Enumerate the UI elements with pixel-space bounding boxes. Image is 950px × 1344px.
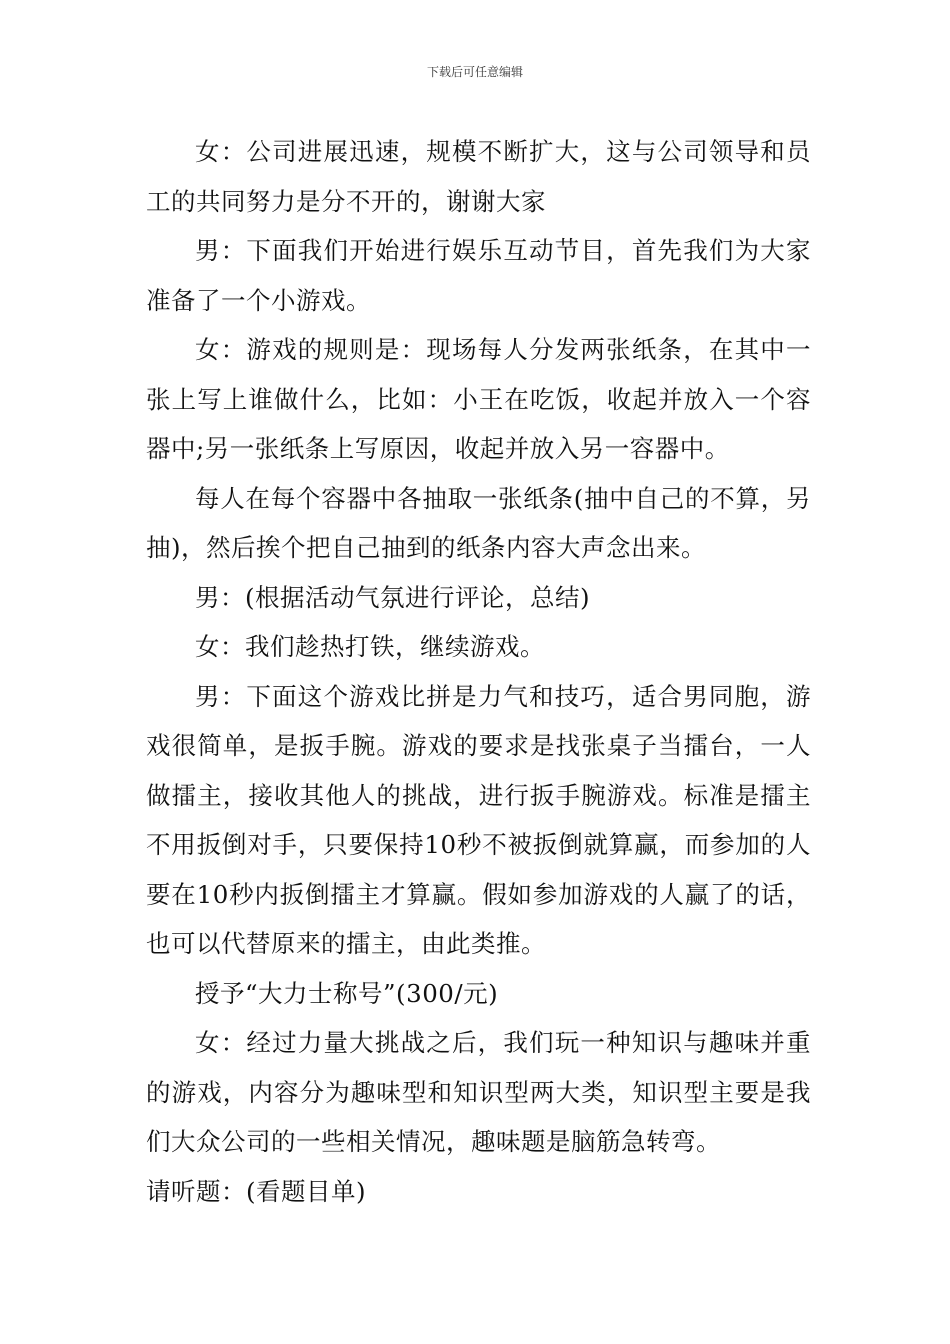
paragraph: 每人在每个容器中各抽取一张纸条(抽中自己的不算，另抽)，然后挨个把自己抽到的纸条内容大声念出来。: [146, 483, 811, 562]
document-body: [146, 127, 811, 1216]
paragraph: 授予“大力士称号”(300/元): [195, 978, 499, 1008]
paragraph: 男：(根据活动气氛进行评论，总结): [195, 582, 591, 612]
paragraph: 男：下面我们开始进行娱乐互动节目，首先我们为大家准备了一个小游戏。: [146, 236, 811, 315]
paragraph: 男：下面这个游戏比拼是力气和技巧，适合男同胞，游戏很简单，是扳手腕。游戏的要求是找张桌子当擂台，一人做擂主，接收其他人的挑战，进行扳手腕游戏。标准是擂主不用扳倒对手，只要保持10秒不被扳倒就算赢，而参加的人要在10秒内扳倒擂主才算赢。假如参加游戏的人赢了的话，也可以代替原来的擂主，由此类推。: [146, 681, 811, 958]
paragraph: 女：游戏的规则是：现场每人分发两张纸条，在其中一张上写上谁做什么，比如：小王在吃饭，收起并放入一个容器中;另一张纸条上写原因，收起并放入另一容器中。: [146, 335, 811, 463]
closing-line: 请听题：(看题目单): [146, 1176, 367, 1206]
page-header-note: 下载后可任意编辑: [426, 65, 523, 79]
paragraph: 女：公司进展迅速，规模不断扩大，这与公司领导和员工的共同努力是分不开的，谢谢大家: [146, 137, 811, 216]
paragraph: 女：我们趁热打铁，继续游戏。: [195, 632, 545, 661]
paragraph: 女：经过力量大挑战之后，我们玩一种知识与趣味并重的游戏，内容分为趣味型和知识型两大类，知识型主要是我们大众公司的一些相关情况，趣味题是脑筋急转弯。: [146, 1028, 811, 1156]
